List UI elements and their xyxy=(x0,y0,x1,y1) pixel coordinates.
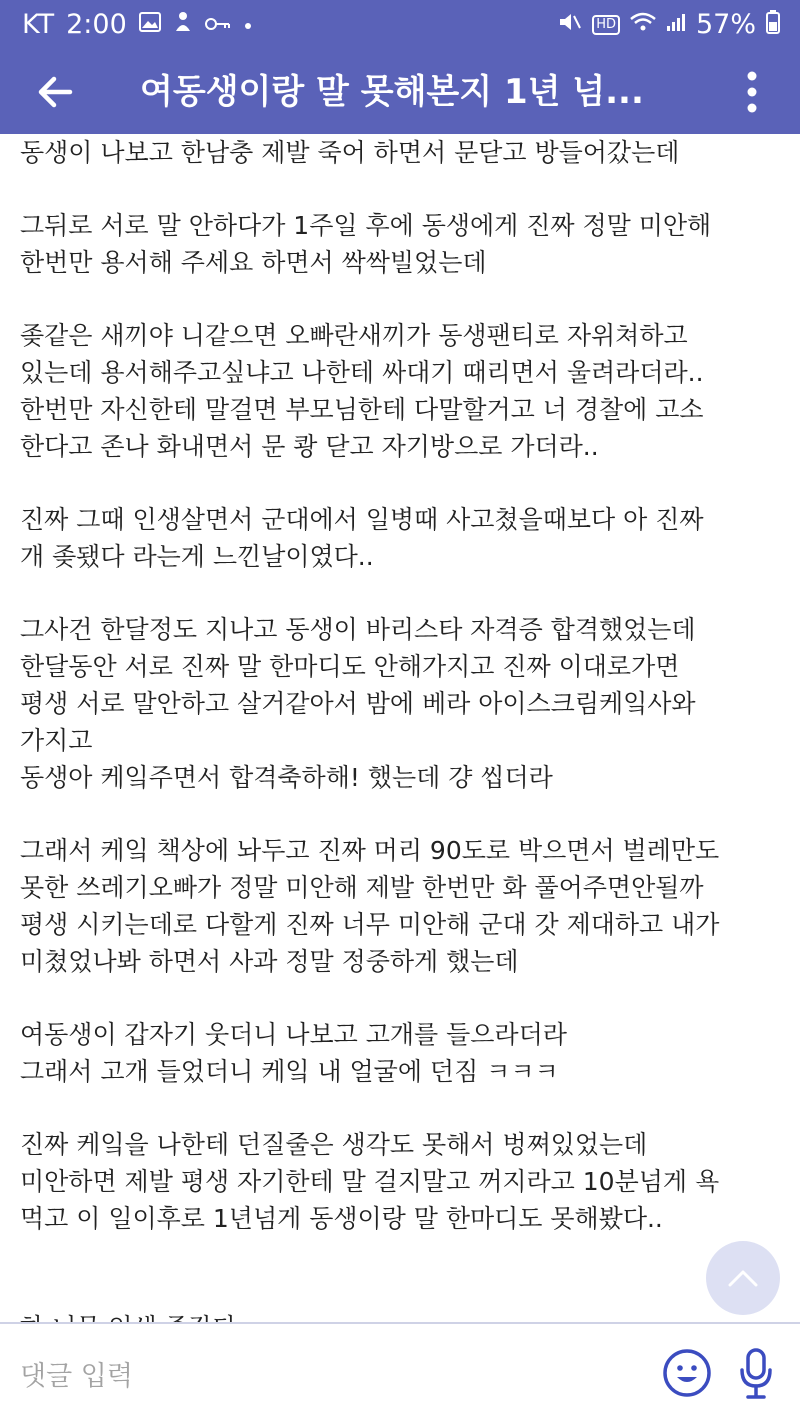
comment-input[interactable] xyxy=(20,1354,580,1398)
post-paragraph: 그뒤로 서로 말 안하다가 1주일 후에 동생에게 진짜 정말 미안해 한번만 용서해 주세요 하면서 싹싹빌었는데 xyxy=(20,211,712,277)
page-title: 여동생이랑 말 못해본지 1년 넘... xyxy=(140,72,644,112)
smiley-icon xyxy=(662,1348,712,1398)
post-paragraph: 그사건 한달정도 지나고 동생이 바리스타 자격증 합격했었는데 한달동안 서로 진짜 말 한마디도 안해가지고 진짜 이대로가면 평생 서로 말안하고 살거같아서 밤에 베라 아이스크림케잌사와 가지고 동생아 케잌주면서 합격축하해! 했는데 걍 씹더라 xyxy=(20,615,696,792)
clock: 2:00 xyxy=(66,9,127,40)
more-vertical-icon xyxy=(728,66,776,118)
battery-icon xyxy=(766,10,780,39)
status-right xyxy=(558,9,780,40)
battery-percent: 57% xyxy=(695,9,756,40)
status-left xyxy=(22,9,253,40)
wifi-icon xyxy=(630,12,656,37)
key-icon xyxy=(205,14,231,36)
comment-bar xyxy=(0,1322,800,1425)
emoji-button[interactable] xyxy=(662,1348,712,1398)
scroll-top-button[interactable] xyxy=(706,1241,780,1315)
post-paragraph: 진짜 그때 인생살면서 군대에서 일병때 사고쳤을때보다 아 진짜 개 좆됐다 라는게 느낀날이였다.. xyxy=(20,505,704,571)
dot-icon xyxy=(243,14,253,36)
post-paragraph: 여동생이 갑자기 웃더니 나보고 고개를 들으라더라 그래서 고개 들었더니 케잌 내 얼굴에 던짐 ㅋㅋㅋ xyxy=(20,1020,567,1086)
more-options-button[interactable] xyxy=(728,66,776,118)
carrier-label: KT xyxy=(22,9,55,40)
signal-icon xyxy=(666,12,686,37)
post-paragraph: 진짜 케잌을 나한테 던질줄은 생각도 못해서 벙쪄있었는데 미안하면 제발 평생 자기한테 말 걸지말고 꺼지라고 10분넘게 욕 먹고 이 일이후로 1년넘게 동생이랑 말 한마디도 못해봤다.. xyxy=(20,1130,720,1233)
microphone-icon xyxy=(736,1346,776,1402)
status-bar xyxy=(0,0,800,50)
microphone-button[interactable] xyxy=(736,1346,776,1402)
mute-icon xyxy=(558,11,582,38)
image-icon xyxy=(139,12,161,37)
arrow-left-icon xyxy=(32,68,80,116)
app-bar xyxy=(0,50,800,134)
post-body xyxy=(20,134,790,1346)
hd-badge: HD xyxy=(592,15,620,35)
back-button[interactable] xyxy=(32,68,80,116)
post-paragraph: 좆같은 새끼야 니같으면 오빠란새끼가 동생팬티로 자위쳐하고 있는데 용서해주고싶냐고 나한테 싸대기 때리면서 울려라더라.. 한번만 자신한테 말걸면 부모님한테 다말할거고 너 경찰에 고소 한다고 존나 화내면서 문 쾅 닫고 자기방으로 가더라.. xyxy=(20,321,704,461)
hand-icon xyxy=(173,11,193,38)
post-paragraph: 그래서 케잌 책상에 놔두고 진짜 머리 90도로 박으면서 벌레만도 못한 쓰레기오빠가 정말 미안해 제발 한번만 화 풀어주면안될까 평생 시키는데로 다할게 진짜 너무 미안해 군대 갓 제대하고 내가 미쳤었나봐 하면서 사과 정말 정중하게 했는데 xyxy=(20,836,720,976)
post-paragraph: 동생이 나보고 한남충 제발 죽어 하면서 문닫고 방들어갔는데 xyxy=(20,138,680,167)
chevron-up-icon xyxy=(726,1267,760,1289)
